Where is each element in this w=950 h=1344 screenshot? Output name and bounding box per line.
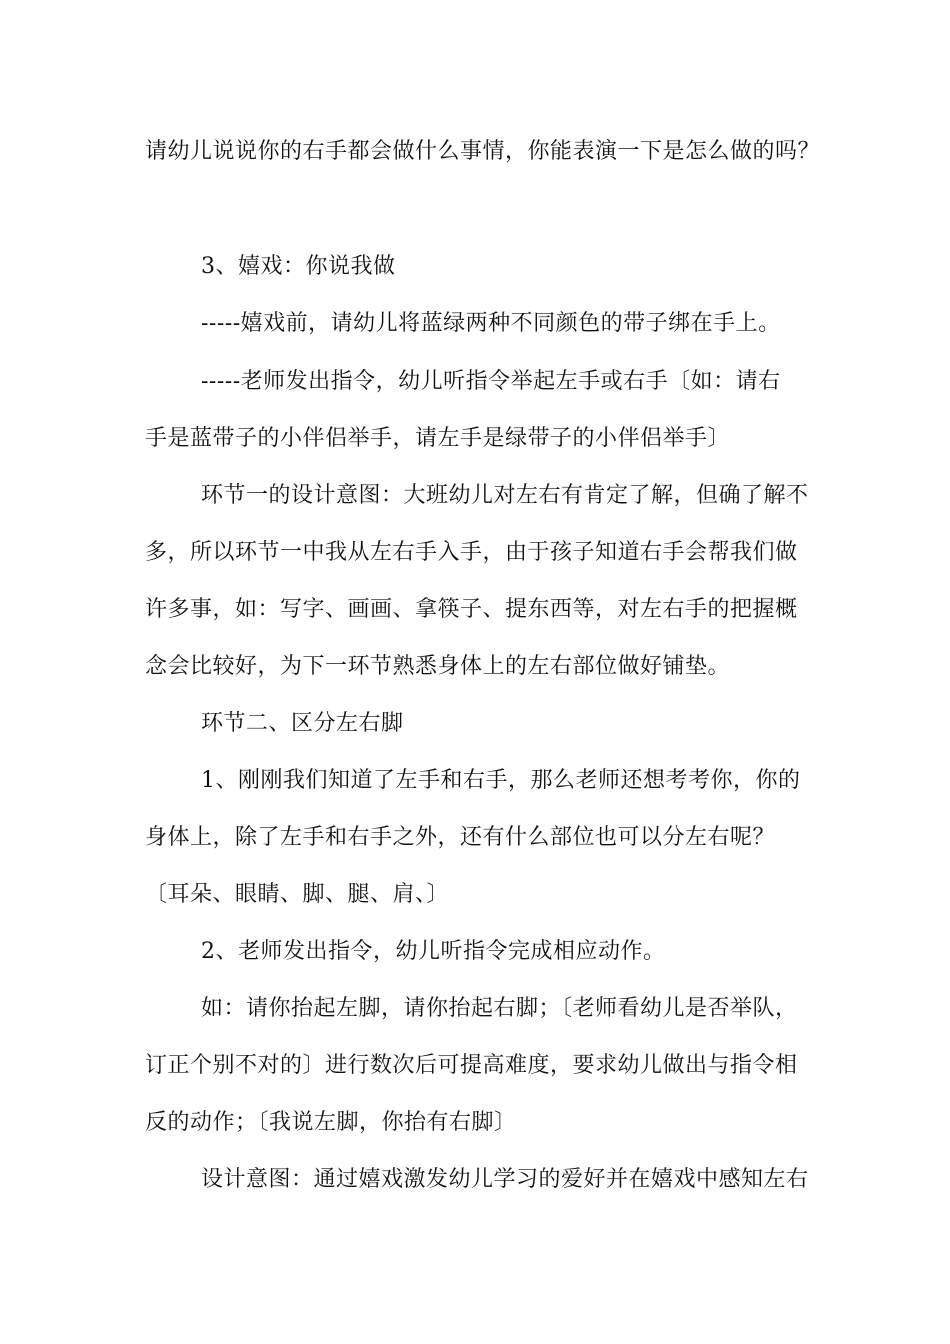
text-line: 念会比较好，为下一环节熟悉身体上的左右部位做好铺垫。: [145, 654, 731, 679]
text-line: 手是蓝带子的小伴侣举手，请左手是绿带子的小伴侣举手〕: [145, 426, 731, 451]
text-line: 2、老师发出指令，幼儿听指令完成相应动作。: [201, 939, 666, 964]
text-line: 1、刚刚我们知道了左手和右手，那么老师还想考考你，你的: [201, 768, 801, 793]
text-line: -----嬉戏前，请幼儿将蓝绿两种不同颜色的带子绑在手上。: [201, 311, 781, 336]
section-heading: 3、嬉戏：你说我做: [201, 254, 396, 279]
text-line: -----老师发出指令，幼儿听指令举起左手或右手〔如：请右: [201, 369, 781, 394]
text-line: 环节一的设计意图：大班幼儿对左右有肯定了解，但确了解不: [201, 483, 809, 508]
text-line: 身体上，除了左手和右手之外，还有什么部位也可以分左右呢？: [145, 825, 776, 850]
text-line: 许多事，如：写字、画画、拿筷子、提东西等，对左右手的把握概: [145, 597, 798, 622]
text-line: 订正个别不对的〕进行数次后可提高难度，要求幼儿做出与指令相: [145, 1053, 798, 1078]
text-line: 〔耳朵、眼睛、脚、腿、肩、〕: [145, 882, 450, 907]
text-line: 反的动作；〔我说左脚，你抬有右脚〕: [145, 1110, 517, 1135]
text-line: 如：请你抬起左脚，请你抬起右脚；〔老师看幼儿是否举队，: [201, 996, 798, 1021]
text-line: 请幼儿说说你的右手都会做什么事情，你能表演一下是怎么做的吗？: [145, 139, 821, 164]
text-line: 多，所以环节一中我从左右手入手，由于孩子知道右手会帮我们做: [145, 540, 798, 565]
text-line: 设计意图：通过嬉戏激发幼儿学习的爱好并在嬉戏中感知左右: [201, 1167, 809, 1192]
section-heading: 环节二、区分左右脚: [201, 711, 404, 736]
